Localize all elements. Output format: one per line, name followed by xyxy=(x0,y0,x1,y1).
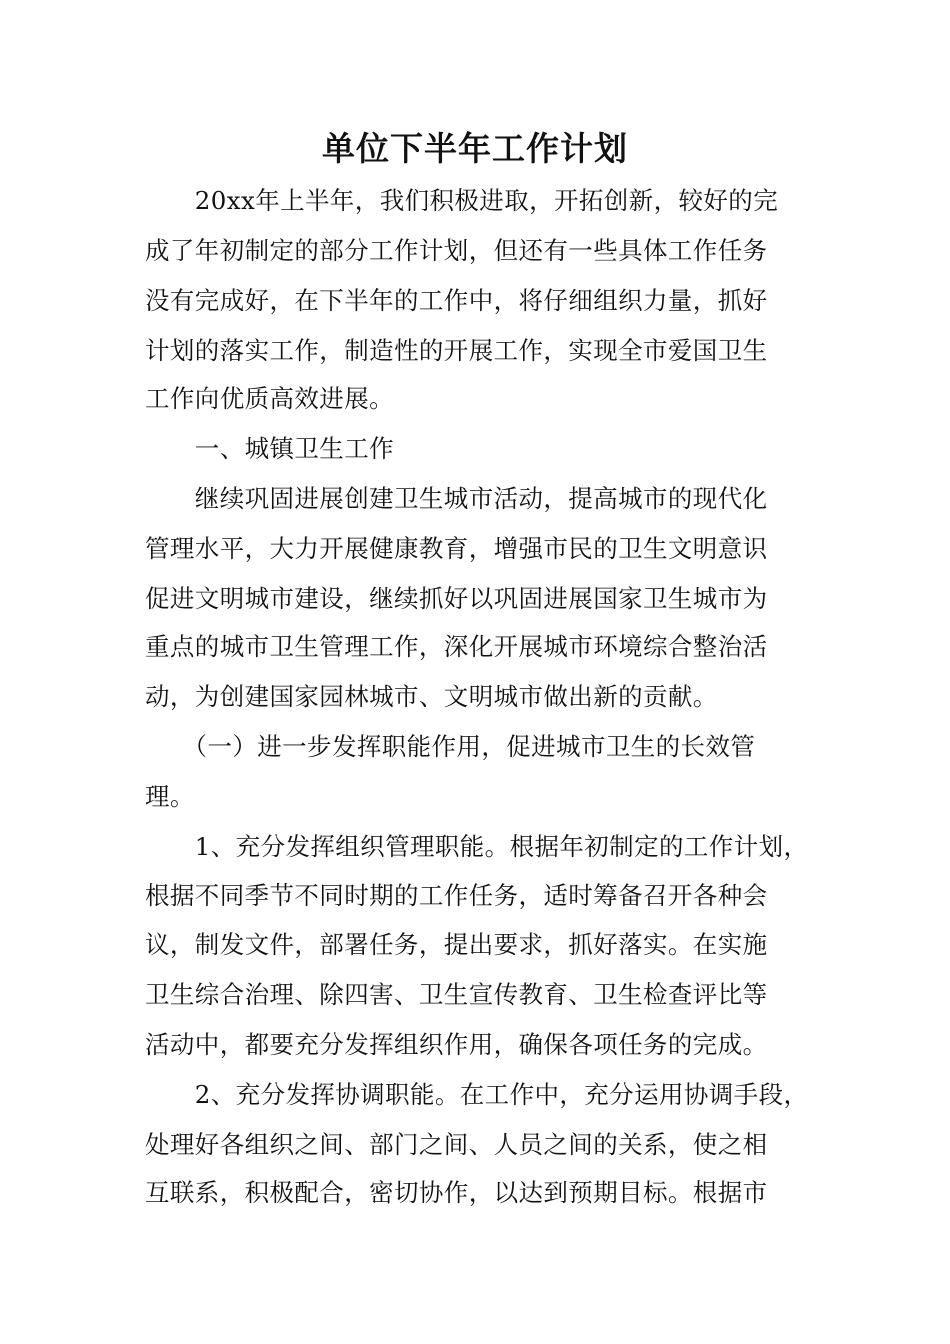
body-line: 动，为创建国家园林城市、文明城市做出新的贡献。 xyxy=(145,682,718,711)
document-title: 单位下半年工作计划 xyxy=(322,129,628,168)
body-line: 根据不同季节不同时期的工作任务，适时筹备召开各种会 xyxy=(145,881,768,910)
subsection-heading: （一）进一步发挥职能作用，促进城市卫生的长效管 xyxy=(145,732,756,761)
body-line: 互联系，积极配合，密切协作，以达到预期目标。根据市 xyxy=(145,1178,768,1207)
body-line: 卫生综合治理、除四害、卫生宣传教育、卫生检查评比等 xyxy=(145,980,768,1009)
body-line: 计划的落实工作，制造性的开展工作，实现全市爱国卫生 xyxy=(145,336,768,365)
body-line: 议，制发文件，部署任务，提出要求，抓好落实。在实施 xyxy=(145,930,768,959)
body-line: 工作向优质高效进展。 xyxy=(145,384,394,413)
body-line: 处理好各组织之间、部门之间、人员之间的关系，使之相 xyxy=(145,1130,768,1159)
body-line: 重点的城市卫生管理工作，深化开展城市环境综合整治活 xyxy=(145,632,768,661)
body-line: 2、充分发挥协调职能。在工作中，充分运用协调手段， xyxy=(145,1080,809,1109)
body-line: 没有完成好，在下半年的工作中，将仔细组织力量，抓好 xyxy=(145,286,768,315)
body-line: 成了年初制定的部分工作计划，但还有一些具体工作任务 xyxy=(145,236,768,265)
body-line: 继续巩固进展创建卫生城市活动，提高城市的现代化 xyxy=(145,484,768,513)
body-line: 促进文明城市建设，继续抓好以巩固进展国家卫生城市为 xyxy=(145,584,768,613)
body-line: 管理水平，大力开展健康教育，增强市民的卫生文明意识 xyxy=(145,534,768,563)
body-line: 20xx年上半年，我们积极进取，开拓创新，较好的完 xyxy=(145,186,779,215)
subsection-heading: 理。 xyxy=(145,782,195,811)
body-line: 1、充分发挥组织管理职能。根据年初制定的工作计划， xyxy=(145,832,809,861)
section-heading: 一、城镇卫生工作 xyxy=(145,434,394,463)
body-line: 活动中，都要充分发挥组织作用，确保各项任务的完成。 xyxy=(145,1030,768,1059)
